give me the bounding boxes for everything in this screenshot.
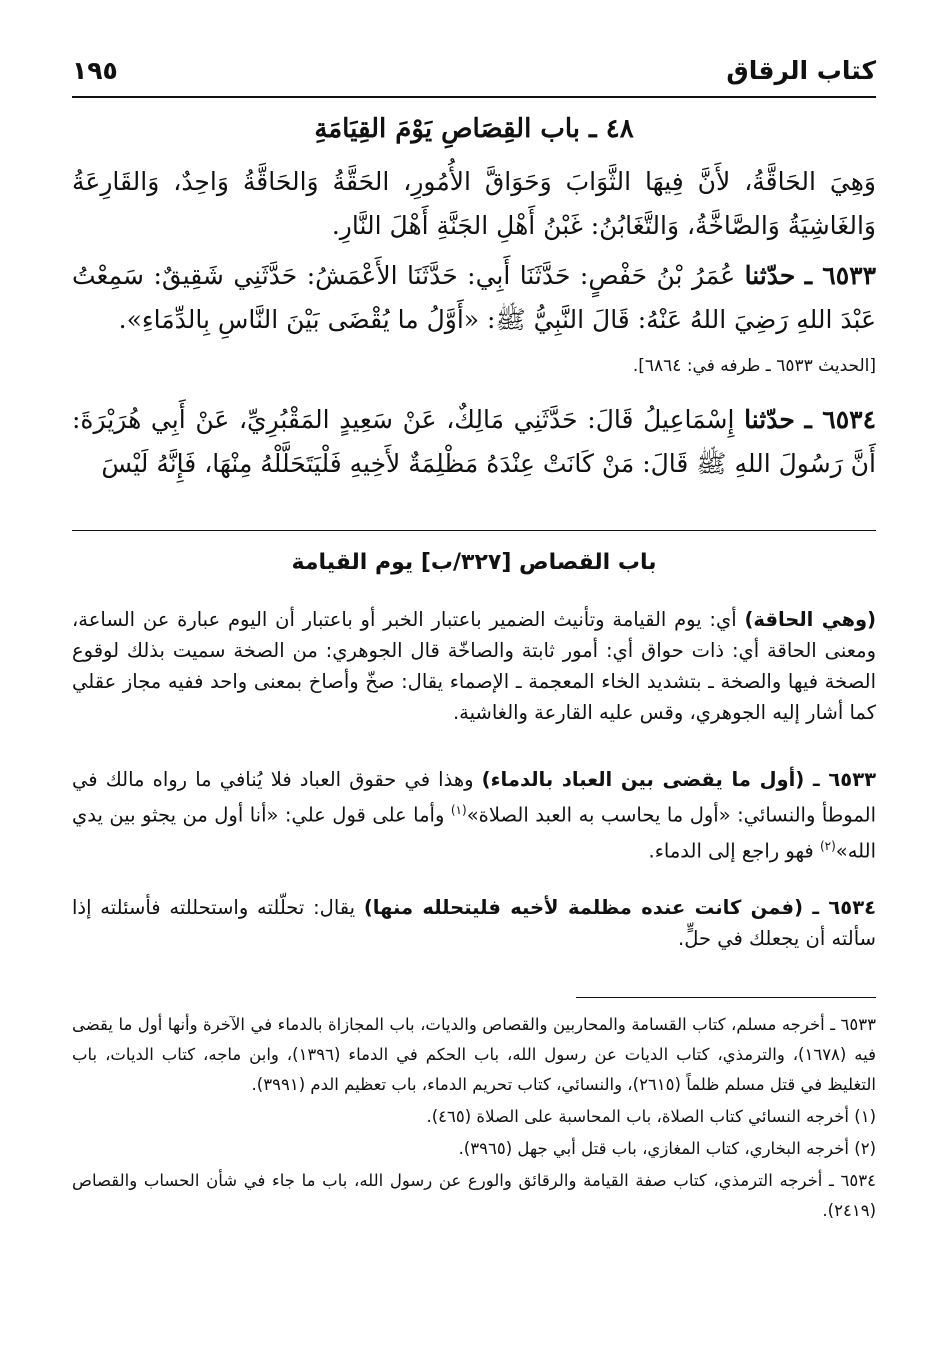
hadith-number: ٦٥٣٣ ـ — [804, 261, 876, 290]
section-divider — [72, 530, 876, 531]
hadith-lead: حدّثنا — [744, 261, 796, 290]
commentary-title: باب القصاص [٣٢٧/ب] يوم القيامة — [291, 550, 657, 575]
hadith-6533 — [72, 254, 876, 342]
footnotes — [72, 1010, 876, 1228]
hadith-text: إِسْمَاعِيلُ قَالَ: حَدَّثَنِي مَالِكٌ، عَنْ سَعِيدٍ المَقْبُرِيِّ، عَنْ أَبِي هُرَيْرَةَ: أَنَّ رَسُولَ اللهِ ﷺ قَالَ: مَنْ كَانَتْ عِنْدَهُ مَظْلِمَةٌ لأَخِيهِ فَلْيَتَحَلَّلْهُ مِنْهَا، فَإِنَّهُ لَيْسَ — [72, 405, 876, 478]
hadith-lead: حدّثنا — [744, 405, 795, 434]
matn-intro: وَهِيَ الحَاقَّةُ، لأَنَّ فِيهَا الثَّوَابَ وَحَوَاقَّ الأُمُورِ، الحَقَّةُ وَالحَاقَّةُ وَاحِدٌ، وَالقَارِعَةُ وَالغَاشِيَةُ وَالصَّاخَّةُ، وَالتَّغَابُنُ: غَبْنُ أَهْلِ الجَنَّةِ أَهْلَ النَّارِ. — [72, 167, 876, 240]
commentary-text: فهو راجع إلى الدماء. — [648, 839, 814, 862]
commentary-lead: ٦٥٣٣ ـ (أول ما يقضى بين العباد بالدماء) — [481, 768, 876, 791]
commentary-text: يقال: تحلّلته واستحللته فأسئلته إذا سألته أن يجعلك في حلٍّ. — [72, 896, 876, 950]
footnote-6534: ٦٥٣٤ ـ أخرجه الترمذي، كتاب صفة القيامة والرقائق والورع عن رسول الله، باب ما جاء في شأن الحساب والقصاص (٢٤١٩). — [72, 1171, 876, 1220]
commentary-text: وهذا في حقوق العباد فلا يُنافي ما رواه مالك في الموطأ والنسائي: «أول ما يحاسب به العبد الصلاة» — [72, 768, 877, 827]
chapter-title: ٤٨ ـ باب القِصَاصِ يَوْمَ القِيَامَةِ — [314, 114, 634, 144]
footnote-marker[interactable]: (١) — [450, 803, 467, 817]
commentary-paragraph — [72, 892, 876, 954]
commentary-paragraph — [72, 764, 876, 866]
running-title: كتاب الرقاق — [726, 56, 876, 85]
footnote-1: (١) أخرجه النسائي كتاب الصلاة، باب المحاسبة على الصلاة (٤٦٥). — [426, 1107, 876, 1126]
hadith-cross-reference: [الحديث ٦٥٣٣ ـ طرفه في: ٦٨٦٤]. — [632, 356, 876, 376]
footnote-marker[interactable]: (٢) — [819, 838, 836, 853]
footnote-rule — [576, 997, 876, 998]
commentary-text: وأما على قول علي: «أنا أول من يجثو بين يدي الله» — [72, 803, 876, 862]
hadith-number: ٦٥٣٤ ـ — [804, 405, 877, 434]
hadith-6534 — [72, 398, 876, 486]
commentary-text: أي: يوم القيامة وتأنيث الضمير باعتبار الخبر أو باعتبار أن اليوم عبارة عن الساعة، ومعنى الحاقة أي: ذات حواق أي: أمور ثابتة والصاخّة قال الجوهري: من الصخة سميت بذلك لوقوع الصخة فيها والصخة ـ بتشديد الخاء المعجمة ـ الإصماء يقال: صخّ وأصاخ بمعنى واحد ففيه مجاز عقلي كما أشار إليه الجوهري، وقس عليه القارعة والغاشية. — [72, 608, 876, 724]
commentary-lead: ٦٥٣٤ ـ (فمن كانت عنده مظلمة لأخيه فليتحلله منها) — [363, 896, 877, 919]
footnote-2: (٢) أخرجه البخاري، كتاب المغازي، باب قتل أبي جهل (٣٩٦٥). — [458, 1139, 876, 1158]
commentary-paragraph — [72, 604, 876, 728]
page-number: ١٩٥ — [72, 56, 118, 85]
page-header — [72, 52, 876, 92]
hadith-text: عُمَرُ بْنُ حَفْصٍ: حَدَّثَنَا أَبِي: حَدَّثَنَا الأَعْمَشُ: حَدَّثَنِي شَقِيقٌ: سَمِعْتُ عَبْدَ اللهِ رَضِيَ اللهُ عَنْهُ: قَالَ النَّبِيُّ ﷺ: «أَوَّلُ ما يُقْضَى بَيْنَ النَّاسِ بِالدِّمَاءِ». — [72, 261, 876, 334]
commentary-lead: (وهي الحاقة) — [744, 608, 876, 631]
header-rule — [72, 96, 876, 98]
footnote-6533: ٦٥٣٣ ـ أخرجه مسلم، كتاب القسامة والمحاربين والقصاص والديات، باب المجازاة بالدماء في الآخرة وأنها أول ما يقضى فيه (١٦٧٨)، والترمذي، كتاب الديات عن رسول الله، باب الحكم في الدماء (١٣٩٦)، وابن ماجه، كتاب الديات، باب التغليظ في قتل مسلم ظلماً (٢٦١٥)، والنسائي، كتاب تحريم الدماء، باب تعظيم الدم (٣٩٩١). — [72, 1015, 876, 1094]
